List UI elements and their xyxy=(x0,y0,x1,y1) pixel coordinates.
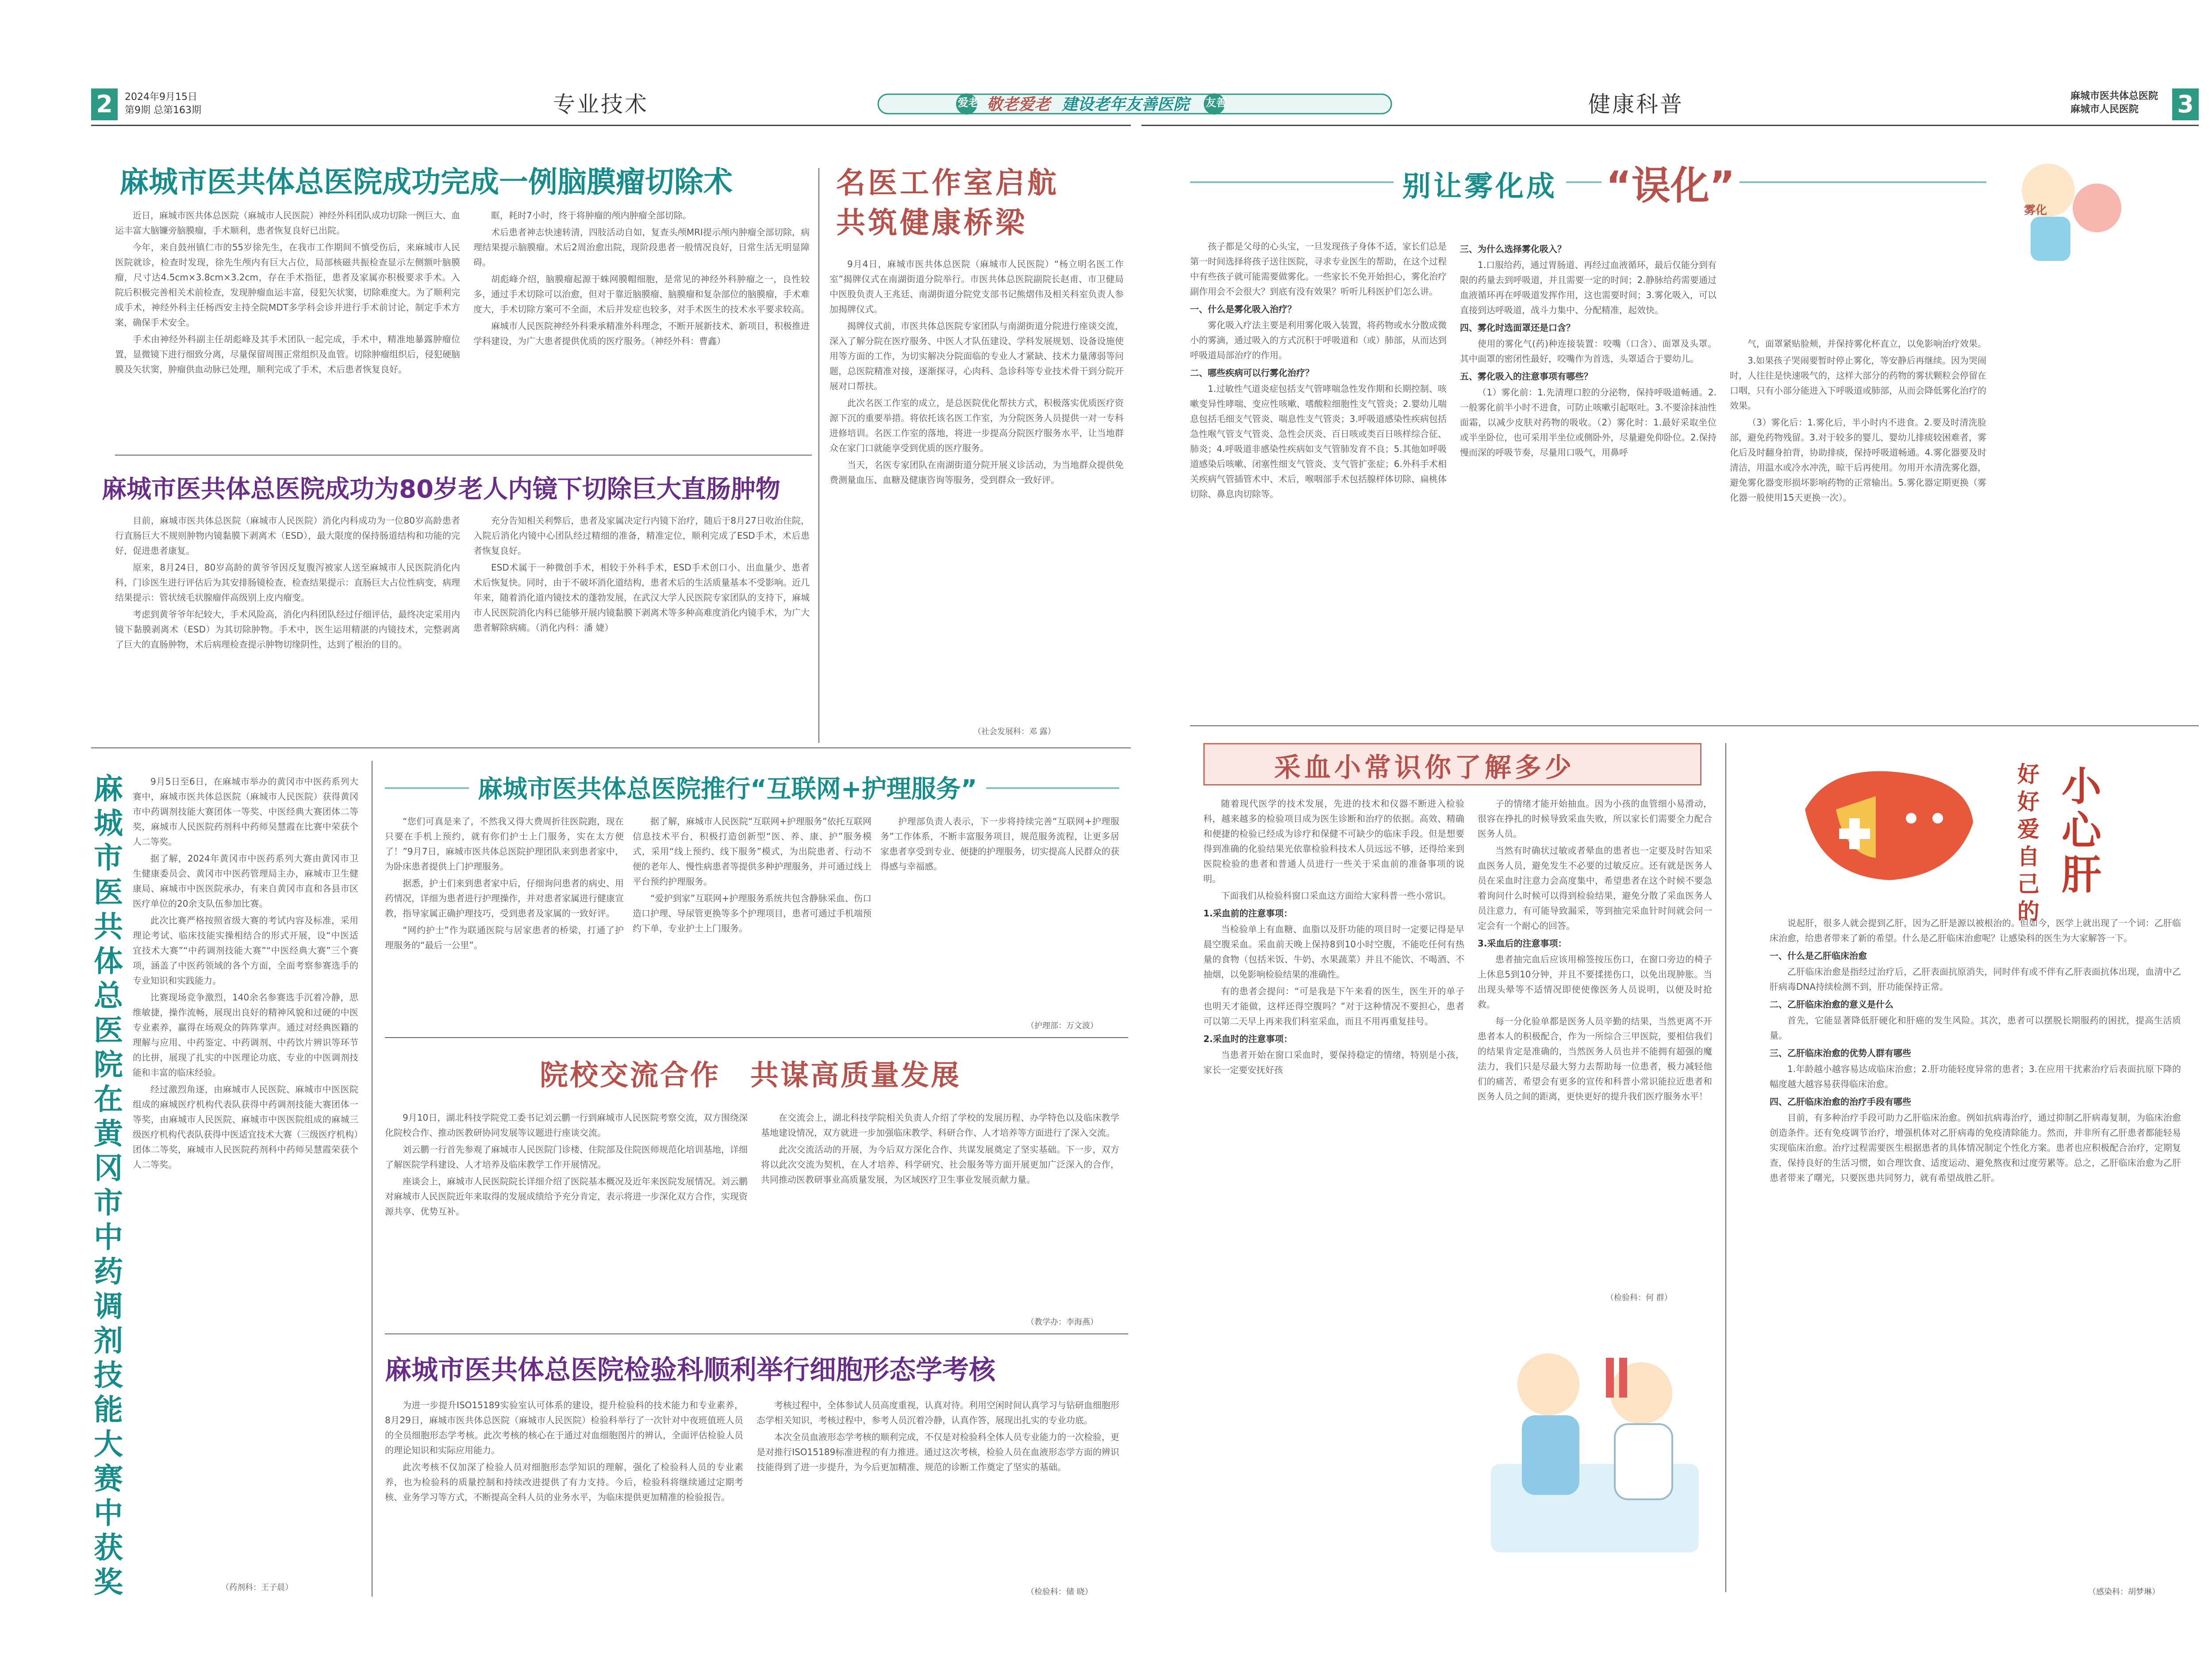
divider xyxy=(385,1037,1128,1038)
nebulization-col3: 气，面罩紧贴脸颊，并保持雾化杯直立，以免影响治疗效果。 3.如果孩子哭闹要暂时停止雾化，等安静后再继续。因为哭闹时，人往往是快速吸气的，这样大部分的药物的雾状颗粒会停留在口咽，只有小部分能进入下呼吸道或肺部，从而会降低雾化治疗的效果。 （3）雾化后：1.雾化后，半小时内不进食。2.要及时清洗脸部，避免药物残留。3.对于较多的婴儿、婴幼儿排痰较困难者，雾化后及时翻身拍背，协助排痰，保持呼吸道畅通。4.雾化器要及时清洁，用温水或冷水冲洗，晾干后再使用。勿用开水清洗雾化器，避免雾化器变形损坏影响药物的正常输出。5.雾化器定期更换（雾化器一般使用15天更换一次）。 xyxy=(1730,338,1986,503)
left-date: 2024年9月15日 xyxy=(125,92,197,103)
blood-col1: 随着现代医学的技术发展，先进的技术和仪器不断进入检验科，越来越多的检验项目成为医生诊断和治疗的依据。高效、精确和便捷的检验已经成为诊疗和保健不可缺少的临床手段。但是想要得到准确的化验结果光依靠检验科技术人员远远不够，还得给来到医院检验的患者和普通人员进行一些关于采血前的准备事项的说明。 下面我们从检验科窗口采血这方面给大家科普一些小常识。 1.采血前的注意事项： 当检验单上有血糖、血脂以及肝功能的项目时一定要记得是早晨空腹采血。采血前天晚上保持8到10小时空腹，不能吃任何有热量的食物（包括米饭、牛奶、水果蔬菜）并且不能饮、不喝酒、不抽烟，以免影响检验结果的准确性。 有的患者会提问：“可是我是下午来看的医生，医生开的单子也明天才能做，这样还得空腹吗？”对于这种情况不要担心，患者可以第二天早上再来我们科室采血，而且不用再重复挂号。 2.采血时的注意事项： 当患者开始在窗口采血时，要保持稳定的情绪，特别是小孩，家长一定要安抚好孩 xyxy=(1203,798,1464,1075)
banner-badge-1: 爱老 xyxy=(958,96,979,109)
endoscopy-col1: 目前，麻城市医共体总医院（麻城市人民医院）消化内科成功为一位80岁高龄患者行直肠巨大不规则肿物内镜黏膜下剥离术（ESD），最大限度的保持肠道结构和功能的完好，促进患者康复。 原来，8月24日，80岁高龄的黄爷爷因反复腹泻被家人送至麻城市人民医院消化内科，门诊医生进行评估后为其安排肠镜检查，检查结果提示：直肠巨大占位性病变，病理结果提示：管状绒毛状腺瘤伴高级别上皮内瘤变。 考虑到黄爷爷年纪较大，手术风险高，消化内科团队经过仔细评估，最终决定采用内镜下黏膜剥离术（ESD）为其切除肿物。手术中，医生运用精湛的内镜技术，完整剥离了巨大的直肠肿物，术后病理检查提示肿物切缘阴性，达到了根治的目的。 xyxy=(115,515,460,650)
internet-nursing-title: 麻城市医共体总医院推行“互联网+护理服务” xyxy=(469,770,986,805)
meningioma-col2: 眶，耗时7小时，终于将肿瘤的颅内肿瘤全部切除。 术后患者神志快速转清，四肢活动自如，复查头颅MRI提示颅内肿瘤全部切除，病理结果提示脑膜瘤。术后2周治愈出院，现阶段患者一般情况良好，日常生活无明显障碍。 胡彪峰介绍，脑膜瘤起源于蛛网膜帽细胞，是常见的神经外科肿瘤之一，良性较多，通过手术切除可以治愈，但对于靠近脑膜瘤、脑膜瘤和复杂部位的脑膜瘤，手术难度大，手术切除方案可不全面，术后并发症也较多，对手术医生的技术水平要求较高。 麻城市人民医院神经外科秉承精准外科理念，不断开展新技术、新项目，积极推进学科建设，为广大患者提供优质的医疗服务。（神经外科：曹鑫） xyxy=(473,210,810,346)
banner-text-1: 敬老爱老 xyxy=(987,96,1051,114)
meningioma-title: 麻城市医共体总医院成功完成一例脑膜瘤切除术 xyxy=(119,165,733,199)
endoscopy-col2: 充分告知相关利弊后，患者及家属决定行内镜下治疗，随后于8月27日收治住院，入院后消化内镜中心团队经过精细的准备，精准定位，顺利完成了ESD手术，术后患者恢复良好。 ESD术属于一种微创手术，相较于外科手术，ESD手术创口小、出血量少、患者术后恢复快。同时，由于不破坏消化道结构，患者术后的生活质量基本不受影响。近几年来，随着消化道内镜技术的蓬勃发展，在武汉大学人民医院专家团队的支持下，麻城市人民医院消化内科已能够开展内镜黏膜下剥离术等多种高难度消化内镜手术，为广大患者解除病痛。（消化内科：潘 婕） xyxy=(473,515,810,633)
blood-byline: （检验科：何 群） xyxy=(1606,1293,1672,1303)
divider xyxy=(385,1333,1128,1334)
school-exchange-col2: 在交流会上，湖北科技学院相关负责人介绍了学校的发展历程、办学特色以及临床教学基地建设情况，双方就进一步加强临床教学、科研合作、人才培养等方面进行了深入交流。 此次交流活动的开展，为今后双方深化合作、共谋发展奠定了坚实基础。下一步，双方将以此次交流为契机，在人才培养、科学研究、社会服务等方面开展更加广泛深入的合作，共同推动医教研事业高质量发展，为区域医疗卫生事业发展贡献力量。 xyxy=(761,1112,1119,1185)
divider xyxy=(1190,725,2199,726)
title-underline xyxy=(1190,181,1986,183)
right-section-title: 健康科普 xyxy=(1588,92,1684,117)
internet-nursing-byline: （护理部：万文波） xyxy=(1026,1021,1098,1031)
nebulization-col2: 三、为什么选择雾化吸入？ 1.口服给药，通过胃肠道、再经过血液循环，最后仅能分到有限的药量去到呼吸道，并且需要一定的时间；2.静脉给药需要通过血液循环再在呼吸道发挥作用，这也需要时间；3.雾化吸入，可以直接到达呼吸道，战斗力集中、分配精准，起效快。 四、雾化时选面罩还是口含？ 使用的雾化气(药)种连接装置：咬嘴（口含）、面罩及头罩。其中面罩的密闭性最好，咬嘴作为首选，头罩适合于婴幼儿。 五、雾化吸入的注意事项有哪些？ （1）雾化前：1.先清理口腔的分泌物，保持呼吸道畅通。2.一般雾化前半小时不进食，可防止咳嗽引起呕吐。3.不要涂抹油性面霜，以减少皮肤对药物的吸收。（2）雾化时：1.最好采取坐位或半坐卧位，也可采用半坐位或侧卧外，尽量避免仰卧位。2.保持慢而深的呼吸节奏，尽量用口吸气，用鼻呼 xyxy=(1460,244,1717,458)
nebulization-title: 别让雾化成 xyxy=(1394,164,1566,204)
right-hospital-2: 麻城市人民医院 xyxy=(2070,104,2139,115)
nebulization-title-quote: “误化” xyxy=(1601,155,1740,211)
famous-doctor-title-1: 名医工作室启航 xyxy=(836,166,1059,200)
left-header-rule xyxy=(91,125,1131,126)
school-exchange-title: 院校交流合作 共谋高质量发展 xyxy=(540,1059,961,1092)
internet-nursing-col3: 护理部负责人表示，下一步将持续完善“互联网+护理服务”工作体系，不断丰富服务项目，规范服务流程，让更多居家患者享受到专业、便捷的护理服务，切实提高人民群众的获得感与幸福感。 xyxy=(880,816,1119,872)
divider xyxy=(91,747,1131,748)
liver-title-char-1: 小 xyxy=(2062,763,2101,810)
banner-text-2: 建设老年友善医院 xyxy=(1062,96,1190,114)
nebulization-col1: 孩子都是父母的心头宝，一旦发现孩子身体不适，家长们总是第一时间选择将孩子送往医院，寻求专业医生的帮助，在这个过程中有些孩子就可能需要做雾化。一些家长不免开始担心，雾化治疗副作用会不会很大？到底有没有效果？听听儿科医护们怎么讲。 一、什么是雾化吸入治疗？ 雾化吸入疗法主要是利用雾化吸入装置，将药物或水分散成微小的雾滴，通过吸入的方式沉积于呼吸道和（或）肺部，从而达到呼吸道局部治疗的作用。 二、哪些疾病可以行雾化治疗？ 1.过敏性气道炎症包括支气管哮喘急性发作期和长期控制、咳嗽变异性哮喘、变应性咳嗽、嗜酸粒细胞性支气管炎；2.婴幼儿喘息包括毛细支气管炎、喘息性支气管炎；3.呼吸道感染性疾病包括急性喉气管支气管炎、急性会厌炎、百日咳或类百日咳样综合征、肺炎；4.呼吸道非感染性疾病如支气管肺发育不良；5.其他如呼吸道感染后咳嗽、闭塞性细支气管炎、支气管扩张症；6.外科手术相关疾病气管插管术中、术后，喉咽部手术包括腺样体切除、扁桃体切除、鼻息肉切除等。 xyxy=(1190,241,1447,499)
left-section-title: 专业技术 xyxy=(553,92,649,117)
famous-doctor-title-2: 共筑健康桥梁 xyxy=(836,206,1027,240)
cytology-byline: （检验科：储 晓） xyxy=(1026,1587,1093,1597)
school-exchange-col1: 9月10日，湖北科技学院党工委书记刘云鹏一行到麻城市人民医院考察交流，双方围绕深化院校合作、推动医教研协同发展等议题进行座谈交流。 刘云鹏一行首先参观了麻城市人民医院门诊楼、住院部及住院医师规范化培训基地，详细了解医院学科建设、人才培养及临床教学工作开展情况。 座谈会上，麻城市人民医院院长详细介绍了医院基本概况及近年来医院发展情况。刘云鹏对麻城市人民医院近年来取得的发展成绩给予充分肯定，表示将进一步深化双方合作，实现资源共享、优势互补。 xyxy=(385,1112,748,1217)
liver-body: 说起肝，很多人就会提到乙肝，因为乙肝是源以被根治的。但如今，医学上就出现了一个词：乙肝临床治愈，给患者带来了新的希望。什么是乙肝临床治愈呢？让感染科的医生为大家解答一下。 一、什么是乙肝临床治愈 乙肝临床治愈是指经过治疗后，乙肝表面抗原消失，同时伴有或不伴有乙肝表面抗体出现，血清中乙肝病毒DNA持续检测不到，肝功能保持正常。 二、乙肝临床治愈的意义是什么 首先，它能显著降低肝硬化和肝癌的发生风险。其次，患者可以摆脱长期服药的困扰，提高生活质量。 三、乙肝临床治愈的优势人群有哪些 1.年龄越小越容易达成临床治愈；2.肝功能轻度异常的患者；3.在应用干扰素治疗后表面抗原下降的幅度越大越容易获得临床治愈。 四、乙肝临床治愈的治疗手段有哪些 目前，有多种治疗手段可助力乙肝临床治愈。例如抗病毒治疗，通过抑制乙肝病毒复制，为临床治愈创造条件。还有免疫调节治疗，增强机体对乙肝病毒的免疫清除能力。然而，并非所有乙肝患者都能轻易实现临床治愈。治疗过程需要医生根据患者的具体情况制定个性化方案。患者也应积极配合治疗，定期复查，保持良好的生活习惯，如合理饮食、适度运动、避免熬夜和过度劳累等。总之，乙肝临床治愈为乙肝患者带来了曙光，只要医患共同努力，就有希望战胜乙肝。 xyxy=(1770,918,2181,1183)
meningioma-col1: 近日，麻城市医共体总医院（麻城市人民医院）神经外科团队成功切除一例巨大、血运丰富大脑镰旁脑膜瘤，手术顺利，患者恢复良好已出院。 今年，来自鼓州镇仁市的55岁徐先生，在我市工作期间不慎受伤后，来麻城市人民医院就诊，检查时发现，徐先生颅内有巨大占位，局部核磁共振检查显示左侧额叶脑膜瘤，尺寸达4.5cm×3.8cm×3.2cm，存在手术指征，患者及家属亦积极要求手术。入院后积极完善相关术前检查，发现肿瘤血运丰富，侵犯矢状窦，切除难度大。为了顺利完成手术，神经外科主任杨西安主持全院MDT多学科会诊并进行手术前讨论，制定手术方案，确保手术安全。 手术由神经外科副主任胡彪峰及其手术团队一起完成，手术中，精准地暴露肿瘤位置，显微镜下进行细致分离，尽量保留周围正常组织及血管。切除肿瘤组织后，侵犯硬脑膜及矢状窦，肿瘤供血动脉已处理，顺利完成了手术，术后患者恢复良好。 xyxy=(115,210,460,375)
liver-byline: （感染科：胡梦琳） xyxy=(2088,1587,2160,1597)
left-issue: 第9期 总第163期 xyxy=(125,105,201,116)
liver-subtitle: 好好爱自己的 xyxy=(2017,762,2039,924)
competition-byline: （药剂科：王子晨） xyxy=(221,1583,293,1592)
left-page-number: 2 xyxy=(91,88,118,120)
divider xyxy=(1725,743,1726,1592)
right-header-rule xyxy=(1141,125,2199,126)
cytology-col2: 考核过程中，全体参试人员高度重视，认真对待。利用空闲时间认真学习与钻研血细胞形态学相关知识，考核过程中，参考人员沉着冷静，认真作答，展现出扎实的专业功底。 本次全员血液形态学考核的顺利完成，不仅是对检验科全体人员专业能力的一次检验，更是对推行ISO15189标准进程的有力推进。通过这次考核，检验人员在血液形态学方面的辨识技能得到了进一步提升，为今后更加精准、规范的诊断工作奠定了坚实的基础。 xyxy=(757,1400,1119,1472)
cytology-col1: 为进一步提升ISO15189实验室认可体系的建设，提升检验科的技术能力和专业素养，8月29日，麻城市医共体总医院（麻城市人民医院）检验科举行了一次针对中夜班值班人员的全员细胞形态学考核。此次考核的核心在于通过对血细胞图片的辨认，全面评估检验人员的理论知识和实际应用能力。 此次考核不仅加深了检验人员对细胞形态学知识的理解，强化了检验科人员的专业素养，也为检验科的质量控制和持续改进提供了有力支持。今后，检验科将继续通过定期考核、业务学习等方式，不断提高全科人员的业务水平，为临床提供更加精准的检验报告。 xyxy=(385,1400,743,1502)
blood-col2: 子的情绪才能开始抽血。因为小孩的血管细小易滑动，很容在挣扎的时候导致采血失败，所以家长们需要全力配合医务人员。 当然有时确状过敏或者晕血的患者也一定要及时告知采血医务人员，避免发生不必要的过敏反应。还有就是医务人员在采血时注意力会高度集中，希望患者在这个时候不要急着询问什么时候可以得到检验结果，避免分散了采血医务人员注意力，有可能导致漏采，等到抽完采血针时间就会问一定会有一个耐心的回答。 3.采血后的注意事项： 患者抽完血后应该用棉签按压伤口，在窗口旁边的椅子上休息5到10分钟，并且不要揉搓伤口，以免出现肿胀。当出现头晕等不适情况即使使像医务人员说明，以便及时抢救。 每一分化验单都是医务人员辛勤的结果，当然更离不开患者本人的积极配合，作为一所综合三甲医院，要相信我们的结果肯定是准确的，当然医务人员也并不能拥有超强的魔法力，我们只是尽最大努力去帮助每一位患者，极力减轻他们的痛苦，希望会有更多的宣传和科普小常识能拉近患者和医务人员之间的距离，更快更好的提升我们医疗服务水平！ xyxy=(1478,798,1712,1102)
banner-badge-2: 友善 xyxy=(1206,96,1227,109)
competition-vertical-title: 麻城市医共体总医院在黄冈市中药调剂技能大赛中获奖 xyxy=(94,772,123,1599)
internet-nursing-col1: “您们可真是来了，不然我又得大费周折往医院跑，现在只要在手机上预约，就有你们护士上门服务，实在太方便了！”9月7日，麻城市医共体总医院护理团队来到患者家中，为卧床患者提供上门护理服务。 据悉，护士们来到患者家中后，仔细询问患者的病史、用药情况，详细为患者进行护理操作，并对患者家属进行健康宣教，指导家属正确护理技巧，受到患者及家属的一致好评。 “网约护士”作为联通医院与居家患者的桥梁，打通了护理服务的“最后一公里”。 xyxy=(385,816,624,950)
cytology-title: 麻城市医共体总医院检验科顺利举行细胞形态学考核 xyxy=(385,1355,995,1386)
right-page xyxy=(1141,0,2212,1655)
divider xyxy=(115,455,812,456)
school-exchange-byline: （教学办：李海燕） xyxy=(1026,1318,1098,1327)
famous-doctor-byline: （社会发展科：邓 露） xyxy=(973,727,1056,736)
endoscopy-title: 麻城市医共体总医院成功为80岁老人内镜下切除巨大直肠肿物 xyxy=(102,475,780,504)
divider xyxy=(372,761,373,1597)
internet-nursing-col2: 据了解，麻城市人民医院“互联网+护理服务”依托互联网信息技术平台，积极打造创新型“医、养、康、护”服务模式，采用“线上预约、线下服务”模式，为出院患者、行动不便的老年人、慢性病患者等提供多种护理服务，并可通过线上平台预约护理服务。 “爱护到家”互联网+护理服务系统共包含静脉采血、伤口造口护理、导尿管更换等多个护理项目，患者可通过手机端预约下单，专业护士上门服务。 xyxy=(633,816,872,934)
famous-doctor-body: 9月4日，麻城市医共体总医院（麻城市人民医院）“杨立明名医工作室”揭牌仪式在南湖街道分院举行。市医共体总医院副院长赵甫、市卫健局中医股负责人王兆廷、南湖街道分院党支部书记熊熠伟及相关科室负责人参加揭牌仪式。 揭牌仪式前，市医共体总医院专家团队与南湖街道分院进行座谈交流，深入了解分院在医疗服务、中医人才队伍建设、学科发展规划、设备设施使用等方面的工作，为切实解决分院面临的专业人才紧缺、技术力量薄弱等问题，总医院精准对接，逐渐探寻，心肉科、急诊科等专业技术骨干到分院开展对口帮扶。 此次名医工作室的成立，是总医院优化帮扶方式，积极落实优质医疗资源下沉的重要举措。将依托该名医工作室，为分院医务人员提供一对一专科进修培训。名医工作室的落地，将进一步提高分院医疗服务水平，让当地群众在家门口就能享受到优质的医疗服务。 当天，名医专家团队在南湖街道分院开展义诊活动，为当地群众提供免费测量血压、血糖及健康咨询等服务，受到群众一致好评。 xyxy=(830,259,1124,485)
blood-title: 采血小常识你了解多少 xyxy=(1274,752,1575,783)
nebulization-badge: 雾化 xyxy=(2024,204,2047,217)
right-hospital-1: 麻城市医共体总医院 xyxy=(2070,91,2158,102)
blood-draw-illustration xyxy=(1482,1318,1708,1566)
liver-title-char-3: 肝 xyxy=(2062,852,2101,898)
competition-body: 9月5日至6日，在麻城市举办的黄冈市中医药系列大赛中，麻城市医共体总医院（麻城市人民医院）获得黄冈市中药调剂技能大赛团体一等奖、中医经典大赛团体二等奖，麻城市人民医院药剂科中药师吴慧霞在比赛中荣获个人二等奖。 据了解，2024年黄冈市中医药系列大赛由黄冈市卫生健康委员会、黄冈市中医药管理局主办，麻城市卫生健康局、麻城市中医医院承办，有来自黄冈市直和各县市区医疗单位的20余支队伍参加比赛。 此次比赛严格按照省级大赛的考试内容及标准，采用理论考试、临床技能实操相结合的形式开展，设“中医适宜技术大赛”“中药调剂技能大赛”“中医经典大赛”三个赛项，涵盖了中医药领域的各个方面，全面考察参赛选手的专业知识和实践能力。 比赛现场竞争激烈，140余名参赛选手沉着冷静，思维敏捷，操作流畅，展现出良好的精神风貌和过硬的中医专业素养，赢得在场观众的阵阵掌声。通过对经典医籍的理解与应用、中药鉴定、中药调剂、中药饮片辨识等环节的比拼，展现了扎实的中医理论功底、专业的中医调剂技能和丰富的临床经验。 经过激烈角逐，由麻城市人民医院、麻城市中医医院组成的麻城医疗机构代表队获得中药调剂技能大赛团体一等奖，由麻城市人民医院、麻城市中医医院组成的麻城三级医疗机构代表队获得中医适宜技术大赛（三级医疗机构）团体二等奖，麻城市人民医院药剂科中药师吴慧霞荣获个人二等奖。 xyxy=(133,776,358,1170)
divider xyxy=(818,168,819,743)
right-page-number: 3 xyxy=(2172,88,2199,120)
liver-illustration xyxy=(1778,743,2008,898)
liver-title-char-2: 心 xyxy=(2062,808,2101,854)
